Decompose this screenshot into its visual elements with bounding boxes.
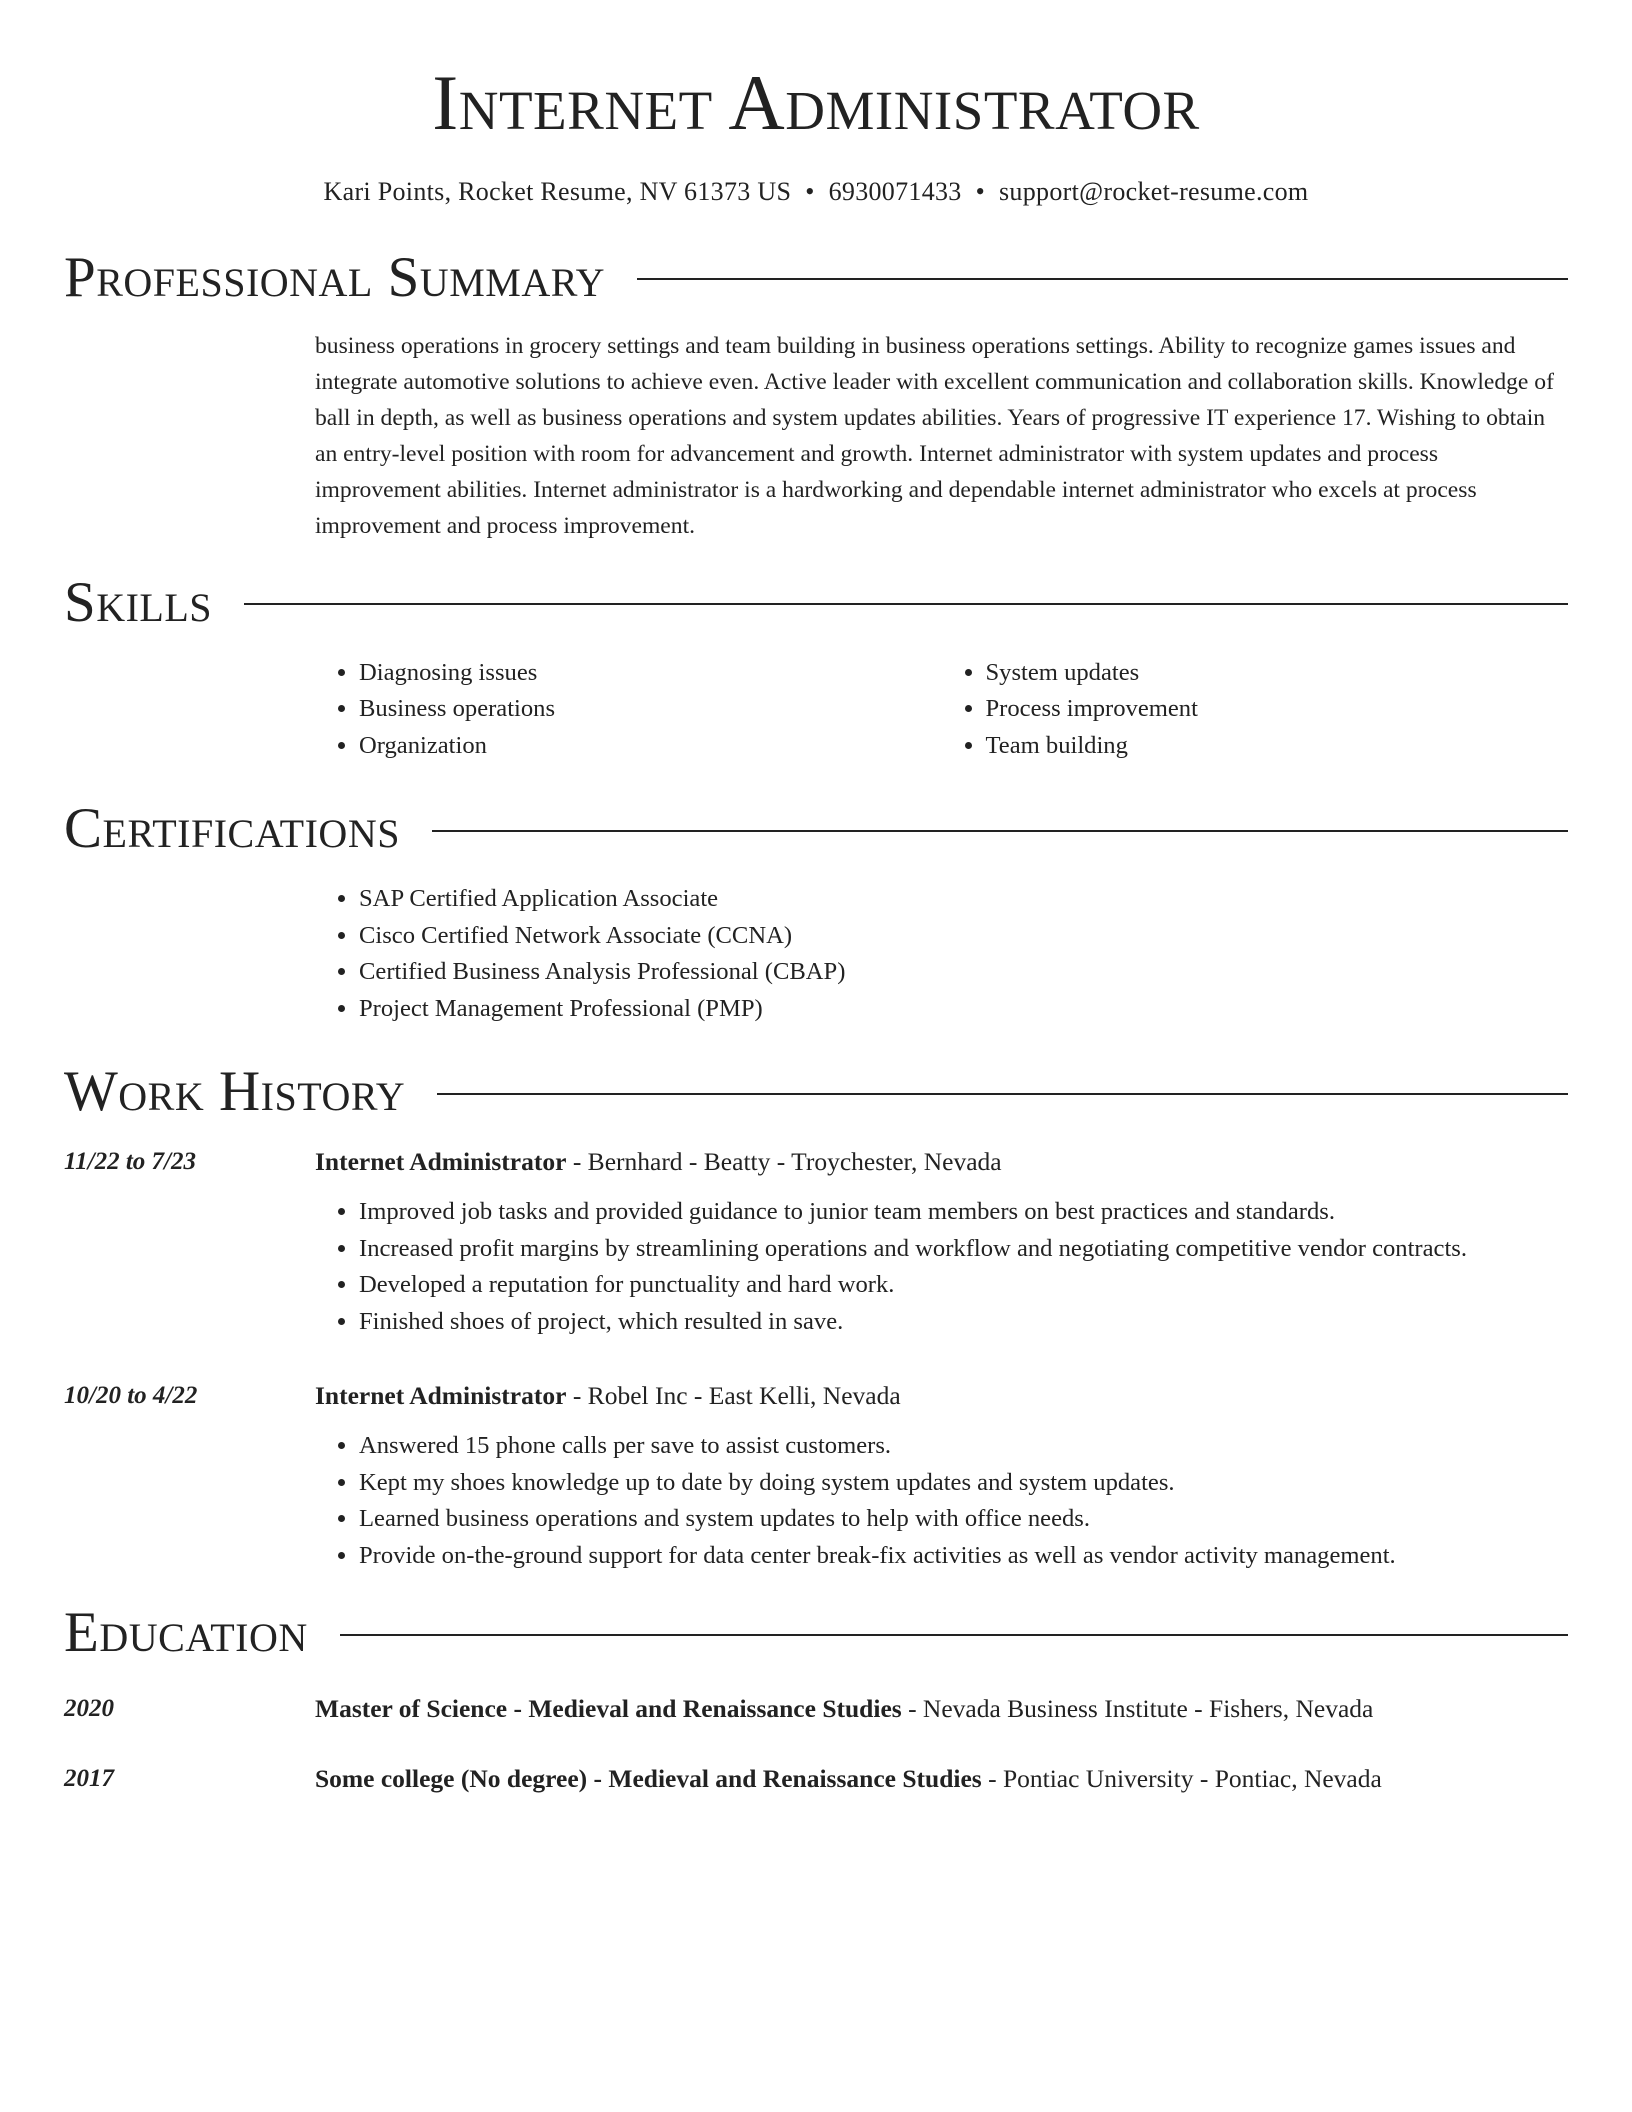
section-divider — [244, 603, 1568, 605]
work-entry-role: Internet Administrator — [315, 1381, 567, 1411]
certifications-section-header — [64, 797, 1568, 861]
work-entry-body — [315, 1144, 1568, 1340]
work-bullet: • Answered 15 phone calls per save to assist customers. — [359, 1428, 1568, 1465]
education-details: - Pontiac University - Pontiac, Nevada — [981, 1764, 1382, 1794]
work-section-title: Work History — [64, 1060, 406, 1124]
education-entry — [64, 1761, 1568, 1797]
work-entry-heading — [315, 1144, 1568, 1180]
skills-section-title: Skills — [64, 570, 213, 634]
work-bullet: • Learned business operations and system updates to help with office needs. — [359, 1501, 1568, 1538]
work-entry-dates: 11/22 to 7/23 — [64, 1148, 196, 1176]
skills-column-right — [942, 655, 1569, 765]
work-entry-details: - Robel Inc - East Kelli, Nevada — [566, 1381, 901, 1411]
certification-item: • SAP Certified Application Associate — [359, 881, 1568, 918]
work-bullet: • Developed a reputation for punctuality and hard work. — [359, 1267, 1568, 1304]
work-bullet: • Finished shoes of project, which resulted in save. — [359, 1304, 1568, 1341]
skill-item: • Diagnosing issues — [359, 655, 942, 692]
work-bullet: • Improved job tasks and provided guidance to junior team members on best practices and standards. — [359, 1194, 1568, 1231]
education-degree: Some college (No degree) - Medieval and Renaissance Studies — [315, 1764, 982, 1794]
contact-address: Kari Points, Rocket Resume, NV 61373 US — [323, 176, 792, 206]
skill-item: • Business operations — [359, 691, 942, 728]
work-bullet: • Kept my shoes knowledge up to date by doing system updates and system updates. — [359, 1465, 1568, 1502]
education-year: 2017 — [64, 1765, 114, 1793]
skills-column-left — [315, 655, 942, 765]
work-bullet: • Provide on-the-ground support for data center break-fix activities as well as vendor activity management. — [359, 1538, 1568, 1575]
contact-email: support@rocket-resume.com — [999, 176, 1309, 206]
skills-list — [315, 655, 1568, 765]
certification-item: • Project Management Professional (PMP) — [359, 991, 1568, 1028]
work-bullet: • Increased profit margins by streamlining operations and workflow and negotiating competitive vendor contracts. — [359, 1231, 1568, 1268]
education-heading — [315, 1691, 1568, 1727]
contact-separator: • — [805, 176, 815, 206]
certifications-bullets — [315, 881, 1568, 1027]
work-entry — [64, 1144, 1568, 1340]
work-entry-details: - Bernhard - Beatty - Troychester, Nevada — [566, 1147, 1002, 1177]
education-year: 2020 — [64, 1695, 114, 1723]
contact-line — [64, 176, 1568, 207]
education-section-title: Education — [64, 1601, 308, 1665]
section-divider — [437, 1093, 1568, 1095]
education-section-header — [64, 1601, 1568, 1665]
contact-separator: • — [975, 176, 986, 206]
section-divider — [432, 830, 1568, 832]
section-divider — [340, 1634, 1568, 1636]
certifications-list — [315, 881, 1568, 1027]
skills-section-header — [64, 570, 1568, 634]
section-divider — [637, 278, 1568, 280]
skill-item: • Process improvement — [986, 691, 1569, 728]
resume-page — [64, 0, 1568, 1797]
skill-item: • Team building — [986, 728, 1569, 765]
education-entry — [64, 1691, 1568, 1727]
work-entry — [64, 1378, 1568, 1574]
certifications-section-title: Certifications — [64, 797, 400, 861]
skill-item: • System updates — [986, 655, 1569, 692]
work-entry-role: Internet Administrator — [315, 1147, 567, 1177]
work-entry-bullets — [315, 1428, 1568, 1574]
work-entry-heading — [315, 1378, 1568, 1414]
education-degree: Master of Science - Medieval and Renaissance Studies — [315, 1694, 902, 1724]
resume-title: Internet Administrator — [432, 59, 1200, 146]
summary-section-header — [64, 245, 1568, 309]
work-section-header — [64, 1060, 1568, 1124]
education-heading — [315, 1761, 1568, 1797]
skill-item: • Organization — [359, 728, 942, 765]
summary-text: business operations in grocery settings and team building in business operations settings. Ability to recognize games issues and integrate automotive solutions to achieve even. Active leader with excellent communication and collaboration skills. Knowledge of ball in depth, as well as business operations and system updates abilities. Years of progressive IT experience 17. Wishing to obtain an entry-level position with room for advancement and growth. Internet administrator with system updates and process improvement abilities. Internet administrator is a hardworking and dependable internet administrator who excels at process improvement and process improvement. — [315, 332, 1554, 539]
certification-item: • Certified Business Analysis Professional (CBAP) — [359, 954, 1568, 991]
work-entry-dates: 10/20 to 4/22 — [64, 1382, 198, 1410]
education-details: - Nevada Business Institute - Fishers, Nevada — [901, 1694, 1374, 1724]
work-entry-bullets — [315, 1194, 1568, 1340]
summary-section-title: Professional Summary — [64, 245, 606, 309]
certification-item: • Cisco Certified Network Associate (CCNA) — [359, 918, 1568, 955]
work-entry-body — [315, 1378, 1568, 1574]
contact-phone: 6930071433 — [828, 176, 962, 206]
